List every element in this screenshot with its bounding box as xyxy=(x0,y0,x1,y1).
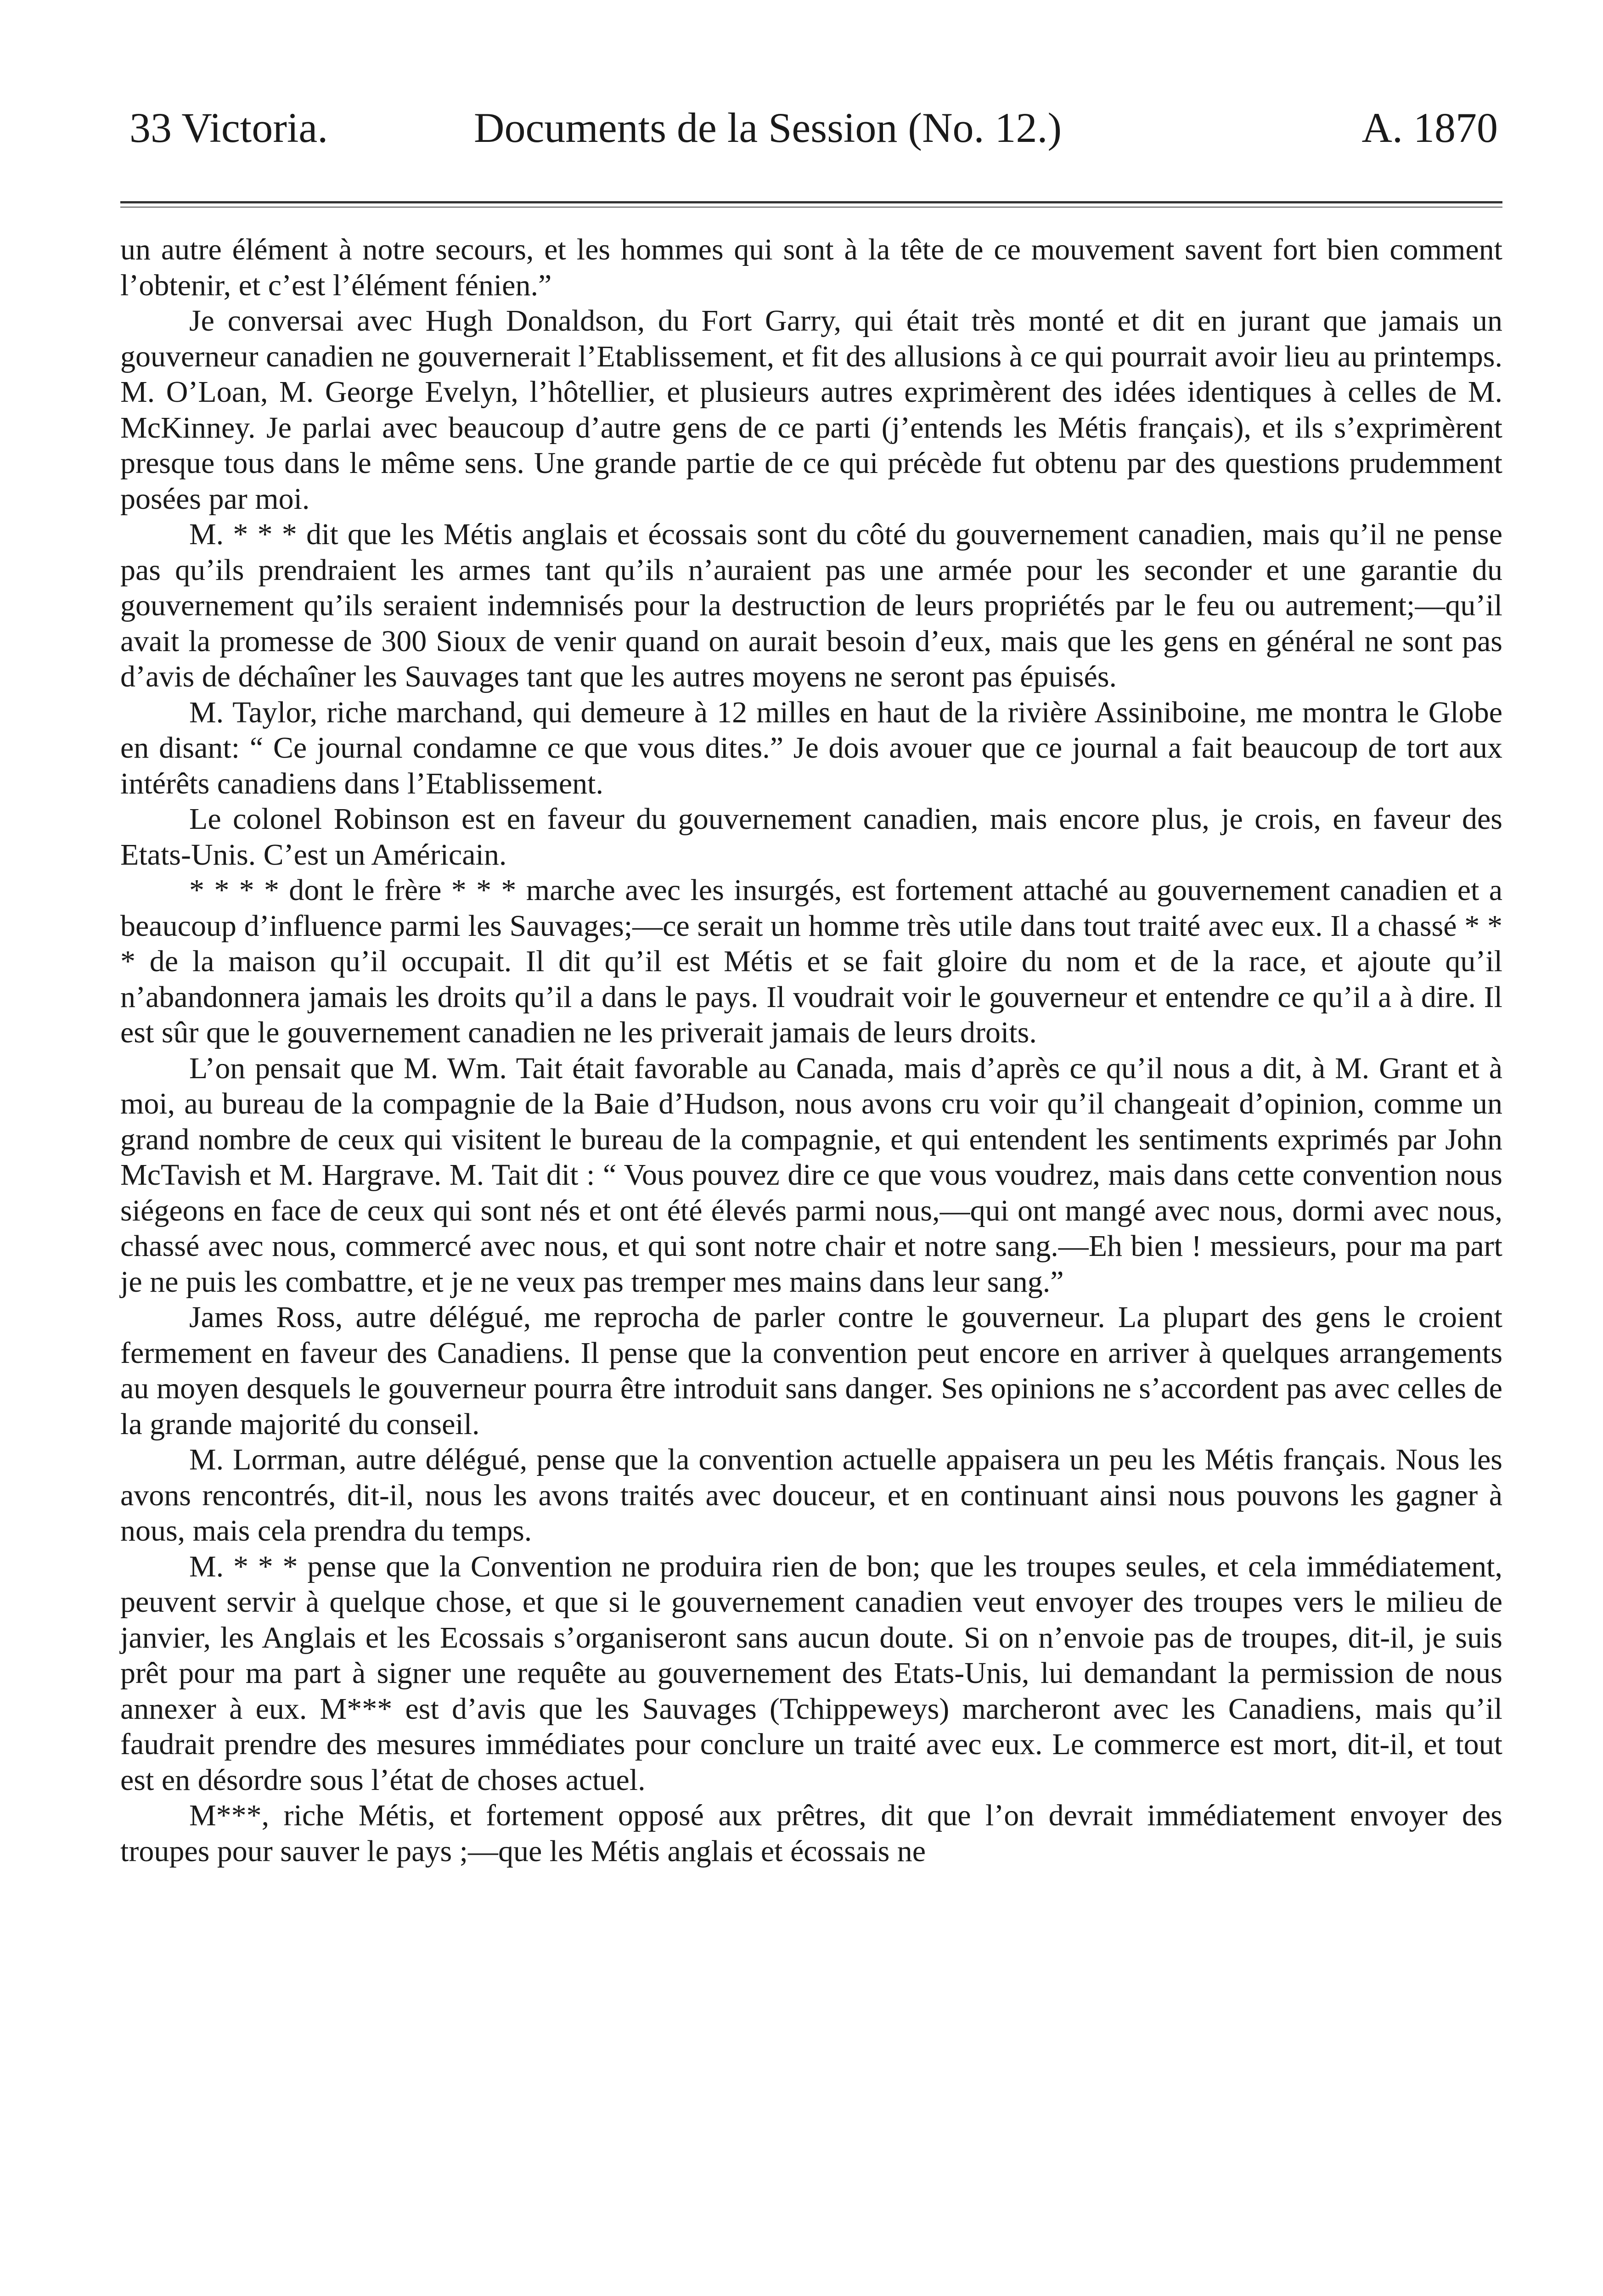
running-header xyxy=(129,100,1498,155)
paragraph: M. Lorrman, autre délégué, pense que la convention actuelle appaisera un peu les Métis français. Nous les avons rencontrés, dit-il, nous les avons traités avec douceur, et en continuant ainsi nous pouvons les gagner à nous, mais cela prendra du temps. xyxy=(120,1443,1502,1548)
paragraph: Je conversai avec Hugh Donaldson, du Fort Garry, qui était très monté et dit en jurant que jamais un gouverneur canadien ne gouvernerait l’Etablissement, et fit des allusions à ce qui pourrait avoir lieu au printemps. M. O’Loan, M. George Evelyn, l’hôtellier, et plusieurs autres exprimèrent des idées identiques à celles de M. McKinney. Je parlai avec beaucoup d’autre gens de ce parti (j’entends les Métis français), et ils s’exprimèrent presque tous dans le même sens. Une grande partie de ce qui précède fut obtenu par des questions prudemment posées par moi. xyxy=(120,304,1502,516)
header-title: Documents de la Session (No. 12.) xyxy=(474,104,1062,151)
paragraph: un autre élément à notre secours, et les hommes qui sont à la tête de ce mouvement savent fort bien comment l’obtenir, et c’est l’élément fénien.” xyxy=(120,233,1502,302)
header-rule-thin xyxy=(120,207,1502,208)
document-body xyxy=(120,232,1502,1869)
header-volume: 33 Victoria. xyxy=(129,104,328,151)
paragraph: James Ross, autre délégué, me reprocha de parler contre le gouverneur. La plupart des gens le croient fermement en faveur des Canadiens. Il pense que la convention peut encore en arriver à quelques arrangements au moyen desquels le gouverneur pourra être introduit sans danger. Ses opinions ne s’accordent pas avec celles de la grande majorité du conseil. xyxy=(120,1300,1502,1441)
paragraph: M. Taylor, riche marchand, qui demeure à 12 milles en haut de la rivière Assiniboine, me montra le Globe en disant: “ Ce journal condamne ce que vous dites.” Je dois avouer que ce journal a fait beaucoup de tort aux intérêts canadiens dans l’Etablissement. xyxy=(120,695,1502,800)
paragraph: Le colonel Robinson est en faveur du gouvernement canadien, mais encore plus, je crois, en faveur des Etats-Unis. C’est un Américain. xyxy=(120,802,1502,872)
paragraph: * * * * dont le frère * * * marche avec les insurgés, est fortement attaché au gouvernement canadien et a beaucoup d’influence parmi les Sauvages;—ce serait un homme très utile dans tout traité avec eux. Il a chassé * * * de la maison qu’il occupait. Il dit qu’il est Métis et se fait gloire du nom et de la race, et ajoute qu’il n’abandonnera jamais les droits qu’il a dans le pays. Il voudrait voir le gouverneur et entendre ce qu’il a à dire. Il est sûr que le gouvernement canadien ne les priverait jamais de leurs droits. xyxy=(120,873,1502,1049)
paragraph: M. * * * dit que les Métis anglais et écossais sont du côté du gouvernement canadien, mais qu’il ne pense pas qu’ils prendraient les armes tant qu’ils n’auraient pas une armée pour les seconder et une garantie du gouvernement qu’ils seraient indemnisés pour la destruction de leurs propriétés par le feu ou autrement;—qu’il avait la promesse de 300 Sioux de venir quand on aurait besoin d’eux, mais que les gens en général ne sont pas d’avis de déchaîner les Sauvages tant que les autres moyens ne seront pas épuisés. xyxy=(120,518,1502,693)
paragraph: L’on pensait que M. Wm. Tait était favorable au Canada, mais d’après ce qu’il nous a dit, à M. Grant et à moi, au bureau de la compagnie de la Baie d’Hudson, nous avons cru voir qu’il changeait d’opinion, comme un grand nombre de ceux qui visitent le bureau de la compagnie, et qui entendent les sentiments exprimés par John McTavish et M. Hargrave. M. Tait dit : “ Vous pouvez dire ce que vous voudrez, mais dans cette convention nous siégeons en face de ceux qui sont nés et ont été élevés parmi nous,—qui ont mangé avec nous, dormi avec nous, chassé avec nous, commercé avec nous, et qui sont notre chair et notre sang.—Eh bien ! messieurs, pour ma part je ne puis les combattre, et je ne veux pas tremper mes mains dans leur sang.” xyxy=(120,1051,1502,1299)
paragraph: M. * * * pense que la Convention ne produira rien de bon; que les troupes seules, et cela immédiatement, peuvent servir à quelque chose, et que si le gouvernement canadien veut envoyer des troupes vers le milieu de janvier, les Anglais et les Ecossais s’organiseront sans aucun doute. Si on n’envoie pas de troupes, dit-il, je suis prêt pour ma part à signer une requête au gouvernement des Etats-Unis, lui demandant la permission de nous annexer à eux. M*** est d’avis que les Sauvages (Tchippeweys) marcheront avec les Canadiens, mais qu’il faudrait prendre des mesures immédiates pour conclure un traité avec eux. Le commerce est mort, dit-il, et tout est en désordre sous l’état de choses actuel. xyxy=(120,1549,1502,1797)
header-year: A. 1870 xyxy=(1361,104,1498,151)
paragraph: M***, riche Métis, et fortement opposé aux prêtres, dit que l’on devrait immédiatement envoyer des troupes pour sauver le pays ;—que les Métis anglais et écossais ne xyxy=(120,1799,1502,1868)
header-rule xyxy=(120,201,1502,203)
